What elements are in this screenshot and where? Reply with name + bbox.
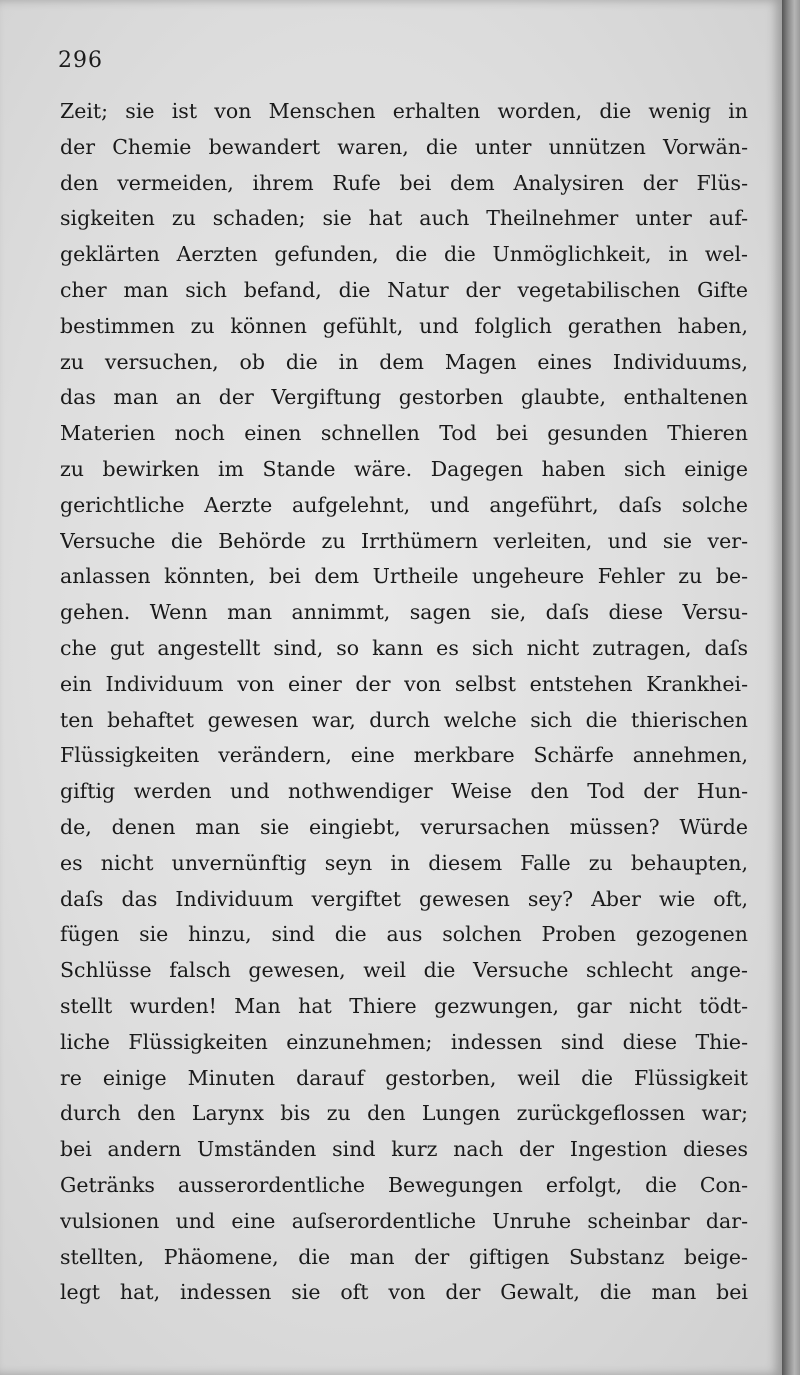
text-line: re einige Minuten darauf gestorben, weil die Flüssigkeit [60,1065,748,1090]
text-line: den vermeiden, ihrem Rufe bei dem Analysiren der Flüs- [60,170,748,195]
text-line: ten behaftet gewesen war, durch welche sich die thierischen [60,707,748,732]
text-line: vulsionen und eine auſserordentliche Unruhe scheinbar dar- [60,1208,748,1233]
text-line: der Chemie bewandert waren, die unter unnützen Vorwän- [60,134,748,159]
text-line: durch den Larynx bis zu den Lungen zurückgeflossen war; [60,1101,748,1126]
text-line: anlassen könnten, bei dem Urtheile ungeheure Fehler zu be- [60,564,748,589]
text-line: stellt wurden! Man hat Thiere gezwungen, gar nicht tödt- [60,993,748,1018]
text-line: cher man sich befand, die Natur der vegetabilischen Gifte [60,277,748,302]
text-line: legt hat, indessen sie oft von der Gewalt, die man bei [60,1280,748,1305]
text-line: geklärten Aerzten gefunden, die die Unmöglichkeit, in wel- [60,242,748,267]
text-line: che gut angestellt sind, so kann es sich nicht zutragen, daſs [60,635,748,660]
text-line: ein Individuum von einer der von selbst entstehen Krankhei- [60,671,748,696]
text-line: de, denen man sie eingiebt, verursachen müssen? Würde [60,814,748,839]
text-line: Zeit; sie ist von Menschen erhalten worden, die wenig in [60,99,748,123]
text-line: giftig werden und nothwendiger Weise den Tod der Hun- [60,779,748,804]
text-line: Flüssigkeiten verändern, eine merkbare Schärfe annehmen, [60,743,748,768]
text-line: daſs das Individuum vergiftet gewesen sey? Aber wie oft, [60,886,748,911]
text-line: Schlüsse falsch gewesen, weil die Versuche schlecht ange- [60,958,748,983]
text-line: Getränks ausserordentliche Bewegungen erfolgt, die Con- [60,1172,748,1197]
text-line: zu bewirken im Stande wäre. Dagegen haben sich einige [60,456,748,481]
page-edge [782,0,800,1375]
text-line: sigkeiten zu schaden; sie hat auch Theilnehmer unter auf- [60,206,748,231]
text-line: Versuche die Behörde zu Irrthümern verleiten, und sie ver- [60,528,748,553]
text-line: gehen. Wenn man annimmt, sagen sie, daſs diese Versu- [60,600,748,625]
body-text [60,94,748,1311]
text-line: fügen sie hinzu, sind die aus solchen Proben gezogenen [60,922,748,947]
text-line: Materien noch einen schnellen Tod bei gesunden Thieren [60,421,748,446]
text-line: liche Flüssigkeiten einzunehmen; indessen sind diese Thie- [60,1029,748,1054]
page-number: 296 [58,48,103,73]
text-line: bei andern Umständen sind kurz nach der Ingestion dieses [60,1137,748,1162]
text-line: gerichtliche Aerzte aufgelehnt, und angeführt, daſs solche [60,492,748,517]
text-line: zu versuchen, ob die in dem Magen eines Individuums, [60,349,748,374]
text-line: bestimmen zu können gefühlt, und folglich gerathen haben, [60,313,748,338]
text-line: es nicht unvernünftig seyn in diesem Falle zu behaupten, [60,850,748,875]
text-line: das man an der Vergiftung gestorben glaubte, enthaltenen [60,385,748,410]
text-line: stellten, Phäomene, die man der giftigen Substanz beige- [60,1244,748,1269]
